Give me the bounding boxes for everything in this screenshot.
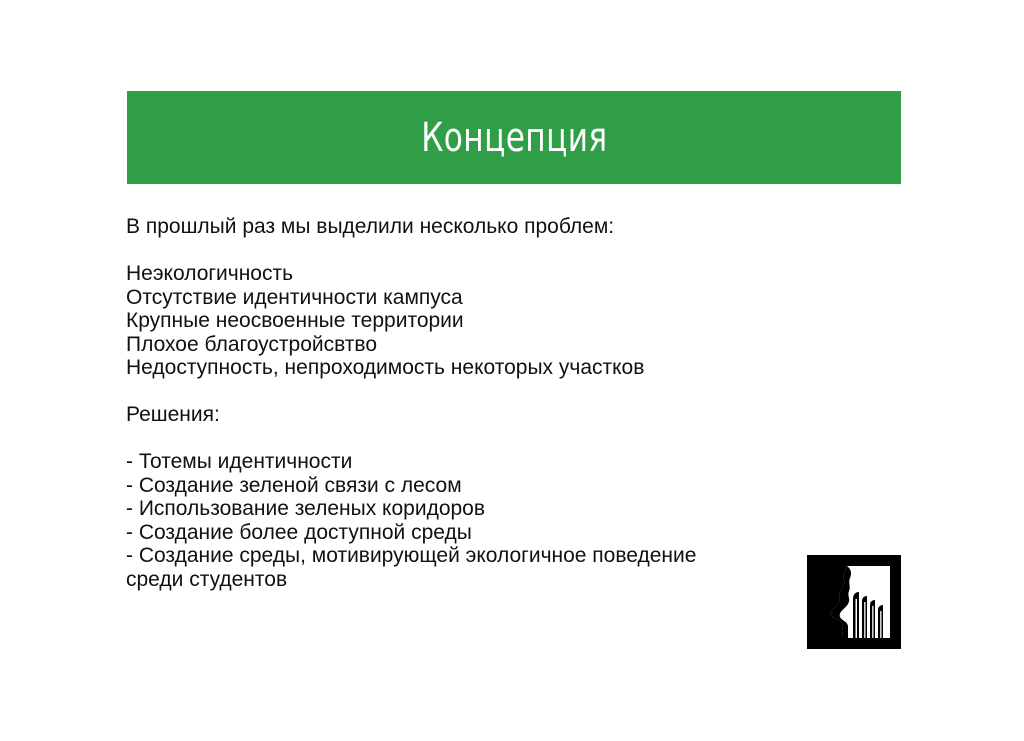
problem-item: Неэкологичность [126, 262, 294, 285]
problem-item: Крупные неосвоенные территории [126, 309, 464, 332]
problem-item: Недоступность, непроходимость некоторых участков [126, 356, 645, 379]
problem-item: Отсутствие идентичности кампуса [126, 285, 463, 309]
intro-text: В прошлый раз мы выделили несколько проблем: [126, 215, 615, 238]
slide-title: Концепция [420, 114, 608, 161]
solution-item: - Создание зеленой связи с лесом [126, 473, 462, 497]
spacer [126, 239, 806, 263]
spacer [126, 427, 806, 451]
solutions-heading: Решения: [126, 403, 220, 426]
building-tree-logo-icon [807, 555, 901, 649]
solution-item: - Тотемы идентичности [126, 450, 353, 473]
spacer [126, 380, 806, 404]
solution-item: - Создание среды, мотивирующей экологичное поведение [126, 544, 697, 567]
solution-item: среди студентов [126, 567, 288, 591]
slide-body [126, 215, 806, 591]
solution-item: - Создание более доступной среды [126, 520, 472, 544]
problem-item: Плохое благоустройсвтво [126, 332, 378, 356]
solution-item: - Использование зеленых коридоров [126, 497, 486, 520]
title-banner [127, 91, 901, 184]
